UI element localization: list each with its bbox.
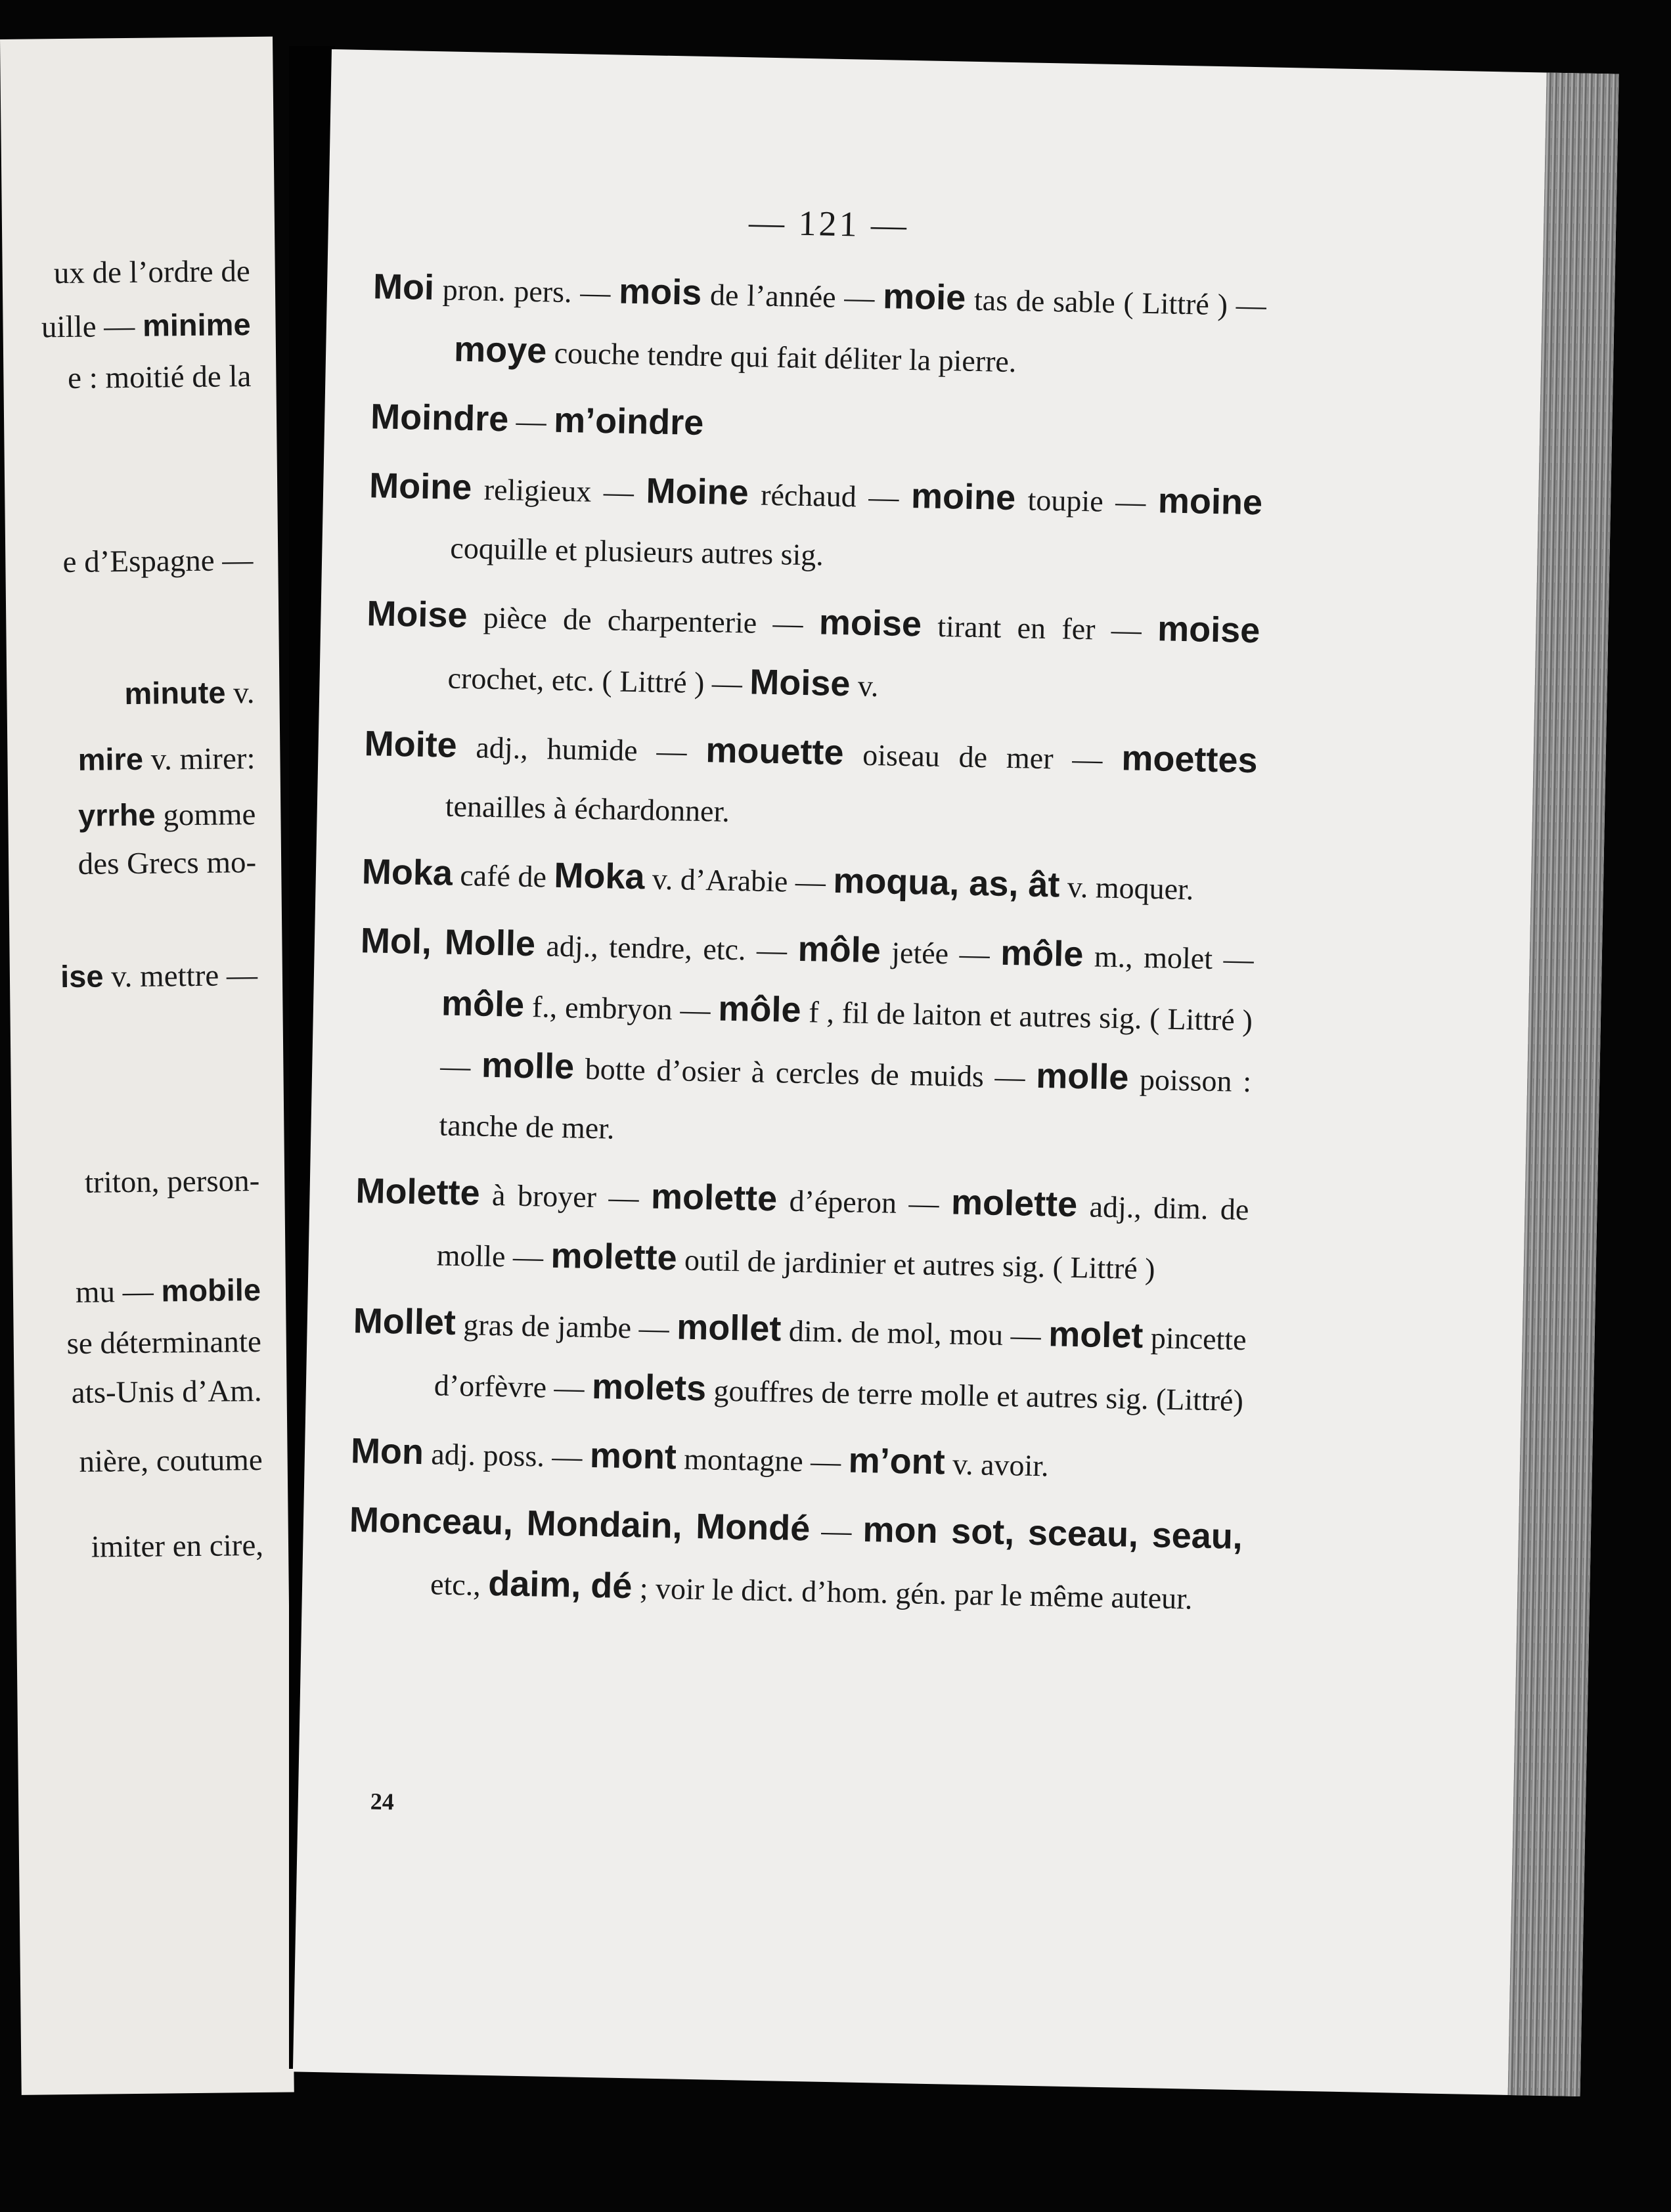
- headword: Moise: [749, 662, 851, 704]
- definition-text: crochet, etc. ( Littré ) —: [447, 661, 750, 701]
- headword: Moi: [372, 267, 435, 308]
- headword: Moise: [366, 594, 468, 636]
- dictionary-entry: [365, 584, 1260, 723]
- headword: Moka: [553, 855, 646, 897]
- left-page-line: [41, 306, 251, 345]
- definition-text: adj., dim. de molle —: [436, 1189, 1249, 1274]
- definition-text: botte d’osier à cercles de muids —: [573, 1051, 1036, 1094]
- definition-text: d’éperon —: [776, 1183, 952, 1221]
- definition-text: gouffres de terre molle et autres sig. (Littré): [705, 1373, 1244, 1418]
- definition-text: adj., humide —: [457, 730, 706, 769]
- left-page-line: [66, 1324, 261, 1361]
- left-page-text: [0, 37, 273, 1564]
- headword: mouette: [705, 730, 845, 773]
- headword: Moindre: [370, 397, 509, 439]
- definition-text: toupie —: [1015, 483, 1159, 520]
- left-page-line: [79, 1442, 263, 1480]
- headword: m’oindre: [553, 400, 704, 443]
- left-page-line: [71, 1373, 261, 1411]
- headword: molette: [950, 1182, 1078, 1225]
- headword: môle: [797, 929, 881, 971]
- definition-text: v. d’Arabie —: [644, 862, 834, 899]
- left-page-line: [68, 359, 252, 396]
- definition-text: réchaud —: [748, 477, 912, 515]
- headword: Molette: [355, 1171, 481, 1213]
- line-headword: mire: [78, 741, 144, 777]
- line-text: gomme: [155, 797, 256, 833]
- definition-text: montagne —: [676, 1442, 849, 1479]
- headword: môle: [441, 983, 525, 1025]
- definition-text: pincette d’orfèvre —: [434, 1321, 1247, 1405]
- definition-text: religieux —: [471, 472, 647, 510]
- page-number: — 121 —: [748, 202, 910, 245]
- definition-text: etc.,: [430, 1567, 489, 1603]
- dictionary-entry: [347, 1490, 1243, 1629]
- definition-text: de l’année —: [701, 277, 883, 315]
- headword: molets: [591, 1366, 707, 1409]
- definition-text: f , fil de laiton et autres sig. ( Littré ) —: [439, 994, 1253, 1084]
- dictionary-entry: [361, 842, 1256, 920]
- line-text: v.: [225, 675, 255, 711]
- dictionary-entries: [347, 257, 1267, 1637]
- left-page-line: [78, 845, 256, 882]
- headword: molle: [1035, 1055, 1129, 1097]
- left-page: [0, 37, 294, 2095]
- left-page-line: [124, 674, 255, 712]
- definition-text: poisson : tanche de mer.: [439, 1062, 1252, 1145]
- dictionary-entry: [363, 714, 1258, 851]
- definition-text: m., molet —: [1082, 939, 1255, 977]
- left-page-line: [91, 1528, 263, 1565]
- headword: Moine: [646, 471, 749, 513]
- definition-text: outil de jardinier et autres sig. ( Littré ): [677, 1243, 1155, 1286]
- line-headword: mobile: [161, 1272, 261, 1308]
- definition-text: ; voir le dict. d’hom. gén. par le même auteur.: [631, 1571, 1193, 1616]
- dictionary-entry: [354, 1161, 1249, 1300]
- headword: Monceau, Mondain, Mondé: [349, 1499, 811, 1549]
- definition-text: gras de jambe —: [455, 1307, 677, 1346]
- headword: Mollet: [353, 1300, 457, 1342]
- headword: molette: [650, 1176, 778, 1219]
- headword: moise: [818, 602, 922, 644]
- line-text: ats-Unis d’Am.: [71, 1373, 262, 1410]
- headword: môle: [1000, 933, 1084, 975]
- headword: môle: [717, 988, 802, 1030]
- left-page-line: [85, 1163, 260, 1201]
- dictionary-entry: [350, 1421, 1245, 1499]
- headword: Moka: [361, 852, 453, 893]
- definition-text: couche tendre qui fait déliter la pierre.: [546, 336, 1017, 379]
- left-page-line: [76, 1272, 261, 1310]
- line-text: imiter en cire,: [91, 1528, 264, 1564]
- definition-text: café de: [452, 858, 554, 894]
- definition-text: tirant en fer —: [921, 609, 1158, 648]
- definition-text: à broyer —: [479, 1178, 652, 1215]
- page-edges: [1508, 73, 1619, 2097]
- definition-text: v. moquer.: [1059, 870, 1194, 906]
- headword: mollet: [676, 1307, 782, 1349]
- headword: molet: [1048, 1314, 1144, 1356]
- line-headword: minime: [142, 307, 251, 343]
- headword: Moine: [368, 466, 472, 508]
- headword: molette: [550, 1235, 678, 1278]
- headword: Moite: [364, 724, 458, 765]
- definition-text: dim. de mol, mou —: [780, 1314, 1049, 1353]
- line-text: e : moitié de la: [67, 359, 252, 395]
- headword: moettes: [1121, 738, 1259, 781]
- headword: mont: [589, 1435, 677, 1477]
- line-text: v. mirer:: [143, 741, 256, 777]
- headword: moye: [453, 329, 547, 371]
- definition-text: —: [809, 1513, 864, 1548]
- headword: moqua, as, ât: [832, 860, 1061, 905]
- right-page: [293, 49, 1619, 2096]
- dictionary-entry: [371, 257, 1266, 396]
- left-page-line: [62, 542, 253, 580]
- headword: moine: [1157, 481, 1263, 523]
- definition-text: —: [508, 404, 554, 439]
- line-text: v. mettre —: [103, 958, 258, 994]
- definition-text: v.: [849, 669, 879, 703]
- line-text: se déterminante: [66, 1324, 262, 1361]
- line-text: e d’Espagne —: [62, 543, 254, 580]
- left-page-line: [78, 795, 256, 834]
- definition-text: pièce de charpenterie —: [466, 600, 820, 641]
- definition-text: tenailles à échardonner.: [445, 789, 730, 828]
- definition-text: pron. pers. —: [434, 273, 619, 310]
- headword: mois: [618, 271, 702, 313]
- headword: m’ont: [848, 1440, 946, 1482]
- headword: moine: [910, 476, 1016, 518]
- dictionary-entry: [357, 911, 1255, 1170]
- headword: Mol, Molle: [360, 921, 536, 964]
- line-text: mu —: [75, 1274, 162, 1310]
- definition-text: jetée —: [880, 935, 1001, 971]
- line-headword: ise: [60, 958, 104, 994]
- line-text: uille —: [41, 309, 143, 345]
- headword: moise: [1157, 609, 1260, 651]
- definition-text: adj. poss. —: [423, 1437, 590, 1474]
- line-text: ux de l’ordre de: [53, 254, 250, 291]
- definition-text: coquille et plusieurs autres sig.: [449, 531, 824, 572]
- definition-text: v. avoir.: [945, 1447, 1050, 1483]
- left-page-line: [54, 254, 250, 291]
- definition-text: tas de sable ( Littré ) —: [965, 282, 1267, 322]
- definition-text: adj., tendre, etc. —: [535, 929, 799, 967]
- line-text: triton, person-: [84, 1163, 260, 1200]
- definition-text: oiseau de mer —: [843, 738, 1122, 777]
- headword: daim, dé: [487, 1564, 633, 1606]
- line-text: nière, coutume: [79, 1442, 263, 1479]
- headword: Mon: [350, 1430, 424, 1472]
- signature-mark: 24: [370, 1788, 395, 1815]
- headword: molle: [481, 1045, 575, 1087]
- line-headword: yrrhe: [78, 797, 156, 833]
- line-headword: minute: [124, 675, 226, 711]
- left-page-line: [60, 956, 257, 995]
- definition-text: f., embryon —: [524, 989, 719, 1027]
- headword: moie: [882, 276, 966, 318]
- dictionary-entry: [351, 1291, 1247, 1430]
- line-text: des Grecs mo-: [78, 845, 257, 881]
- dictionary-entry: [370, 387, 1264, 465]
- headword: mon sot, sceau, seau,: [862, 1509, 1243, 1557]
- left-page-line: [78, 740, 255, 778]
- dictionary-entry: [368, 456, 1263, 593]
